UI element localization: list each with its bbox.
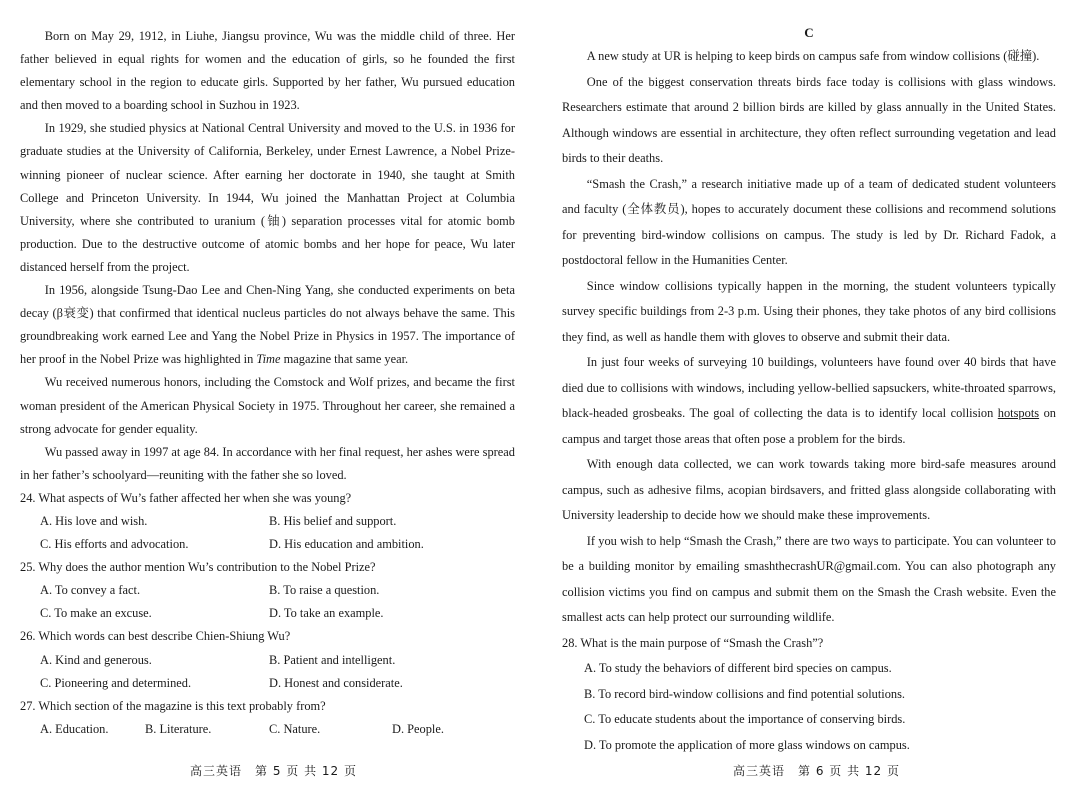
question-25: 25. Why does the author mention Wu’s contribution to the Nobel Prize?: [20, 560, 376, 575]
passage-b-paragraph-4: Wu received numerous honors, including the Comstock and Wolf prizes, and became the first woman president of the American Physical Society in 1975. Throughout her career, she remained a strong advocate for gender equality.: [20, 375, 515, 436]
q26-option-b: B. Patient and intelligent.: [269, 652, 396, 667]
q28-option-a: A. To study the behaviors of different bird species on campus.: [584, 661, 892, 675]
q28-option-c: C. To educate students about the importance of conserving birds.: [584, 712, 906, 726]
passage-b-paragraph-2: In 1929, she studied physics at National Central University and moved to the U.S. in 1936 for graduate studies at the University of California, Berkeley, under Ernest Lawrence, a Nobel Prize-winning pioneer of nuclear science. After earning her doctorate in 1940, she taught at Smith College and Princeton University. In 1944, Wu joined the Manhattan Project at Columbia University, where she contributed to uranium (铀) separation processes vital for atomic bomb production. Due to the destructive outcome of atomic bombs and her hope for peace, Wu later distanced herself from the project.: [20, 121, 515, 274]
question-26-options: [20, 649, 515, 695]
section-heading: C: [804, 25, 814, 40]
q27-option-c: C. Nature.: [269, 721, 321, 736]
passage-b-paragraph-1: Born on May 29, 1912, in Liuhe, Jiangsu province, Wu was the middle child of three. Her father believed in equal rights for women and the education of girls, so he founded the first elementary school in the region to educate girls. Supported by her father, Wu pursued education and then moved to a boarding school in Suzhou in 1923.: [20, 29, 515, 113]
q25-option-b: B. To raise a question.: [269, 583, 380, 598]
paragraph-3-text-start: In 1956, alongside Tsung-Dao Lee and Chen-Ning Yang, she conducted experiments on beta decay (β衰变) that confirmed that identical nucleus particles do not always behave the same. This groundbreaking work earned Lee and Yang the Nobel Prize in Physics in 1957. The importance of her proof in the Nobel Prize was highlighted in: [20, 283, 515, 367]
q25-option-d: D. To take an example.: [269, 606, 384, 621]
passage-c-paragraph-1: A new study at UR is helping to keep birds on campus safe from window collisions (碰撞).: [586, 49, 1040, 63]
question-28-options: [562, 656, 1056, 758]
question-24-options: [20, 510, 515, 556]
passage-c-paragraph-3: “Smash the Crash,” a research initiative made up of a team of dedicated student volunteers and faculty (全体教员), hopes to accurately document these collisions and recommend solutions for preventing bird-window collisions on campus. The study is led by Dr. Richard Fadok, a postdoctoral fellow in the Humanities Center.: [562, 176, 1056, 267]
passage-c-paragraph-5: [562, 350, 1056, 452]
passage-b-paragraph-3: [20, 279, 515, 371]
page-footer-left: 高三英语 第 5 页 共 12 页: [190, 764, 357, 778]
q27-option-d: D. People.: [392, 721, 444, 736]
q25-option-a: A. To convey a fact.: [40, 583, 141, 598]
question-24: 24. What aspects of Wu’s father affected her when she was young?: [20, 490, 352, 505]
q28-option-b: B. To record bird-window collisions and find potential solutions.: [584, 686, 906, 701]
q27-option-a: A. Education.: [40, 721, 109, 736]
question-27-options: [20, 718, 515, 741]
paragraph-3-text-end: magazine that same year.: [280, 352, 409, 367]
underlined-word: hotspots: [997, 406, 1040, 420]
q26-option-a: A. Kind and generous.: [40, 652, 152, 667]
q25-option-c: C. To make an excuse.: [40, 606, 152, 621]
question-27: 27. Which section of the magazine is this text probably from?: [20, 698, 326, 713]
question-26: 26. Which words can best describe Chien-Shiung Wu?: [20, 629, 291, 644]
question-25-options: [20, 579, 515, 625]
left-page: [20, 0, 515, 741]
magazine-title: Time: [256, 352, 281, 367]
passage-c-paragraph-4: Since window collisions typically happen in the morning, the student volunteers typically survey specific buildings from 2-3 p.m. Using their phones, they take photos of any bird collisions they find, as well as handle them with gloves to observe and submit their data.: [562, 278, 1056, 344]
q26-option-d: D. Honest and considerate.: [269, 675, 403, 690]
q24-option-a: A. His love and wish.: [40, 513, 148, 528]
q26-option-c: C. Pioneering and determined.: [40, 675, 192, 690]
right-page: [562, 0, 1056, 758]
paragraph-5-text-start: In just four weeks of surveying 10 buildings, volunteers have found over 40 birds that have died due to collisions with windows, including yellow-bellied sapsuckers, white-throated sparrows, black-headed grosbeaks. The goal of collecting the data is to identify local collision: [562, 355, 1056, 420]
passage-c-paragraph-7: If you wish to help “Smash the Crash,” there are two ways to participate. You can volunteer to be a building monitor by emailing smashthecrashUR@gmail.com. You can also photograph any collision victims you find on campus and submit them on the Smash the Crash website. Even the smallest acts can help protect our surrounding wildlife.: [562, 533, 1056, 624]
q24-option-c: C. His efforts and advocation.: [40, 537, 189, 552]
q24-option-d: D. His education and ambition.: [269, 537, 424, 552]
q27-option-b: B. Literature.: [145, 721, 212, 736]
q24-option-b: B. His belief and support.: [269, 513, 397, 528]
page-footer-right: 高三英语 第 6 页 共 12 页: [733, 764, 900, 778]
passage-c-paragraph-6: With enough data collected, we can work towards taking more bird-safe measures around campus, such as adhesive films, acopian birdsavers, and fritted glass alongside collaborating with University leadership to decide how we should make these improvements.: [562, 457, 1056, 522]
question-28: 28. What is the main purpose of “Smash the Crash”?: [562, 635, 824, 650]
paragraph-5-text-end: on campus and target those areas that often pose a problem for the birds.: [562, 406, 1056, 446]
q28-option-d: D. To promote the application of more glass windows on campus.: [584, 737, 910, 752]
passage-c-paragraph-2: One of the biggest conservation threats birds face today is collisions with glass windows. Researchers estimate that around 2 billion birds are killed by glass annually in the United States. Although windows are essential in architecture, they often reflect surrounding vegetation and lead birds to their deaths.: [562, 74, 1056, 165]
passage-b-paragraph-5: Wu passed away in 1997 at age 84. In accordance with her final request, her ashes were spread in her father’s schoolyard—reuniting with the father she so loved.: [20, 444, 515, 482]
